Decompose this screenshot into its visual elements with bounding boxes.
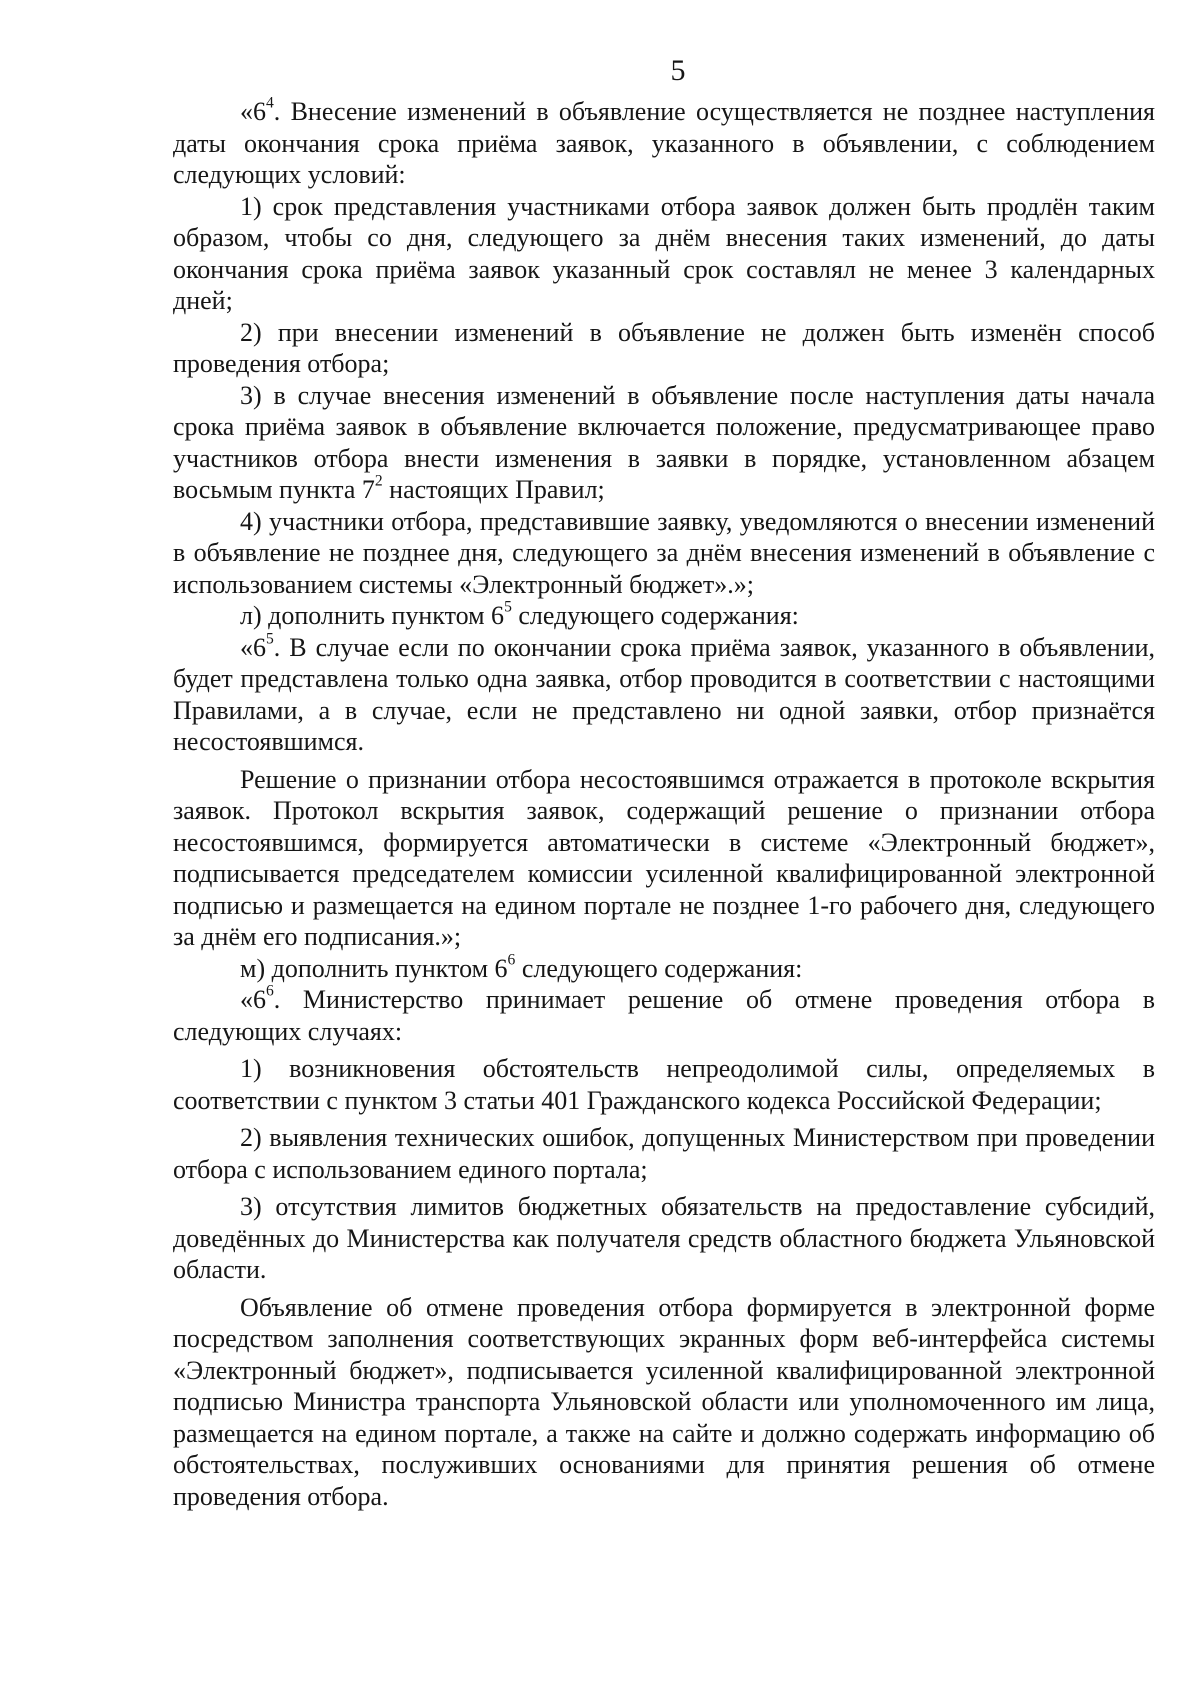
paragraph-6-4-intro: «$6^4$. Внесение изменений в объявление осуществляется не позднее наступления даты окончания срока приёма заявок, указанного в объявлении, с соблюдением следующих условий: (173, 94, 1155, 189)
paragraph-condition-3: 3) в случае внесения изменений в объявление после наступления даты начала срока приёма заявок в объявление включается положение, предусматривающее право участников отбора внести изменения в заявки в порядке, установленном абзацем восьмым пункта $7^2$ настоящих Правил; (173, 380, 1155, 504)
paragraph-6-6: «$6^6$. Министерство принимает решение об отмене проведения отбора в следующих случаях: (173, 982, 1155, 1046)
page-number: 5 (670, 54, 686, 87)
paragraph-case-1: 1) возникновения обстоятельств непреодолимой силы, определяемых в соответствии с пунктом 3 статьи 401 Гражданского кодекса Российской Федерации; (173, 1054, 1155, 1115)
document-body (173, 96, 1155, 1512)
paragraph-condition-2: 2) при внесении изменений в объявление не должен быть изменён способ проведения отбора; (173, 317, 1155, 378)
paragraph-6-5: «$6^5$. В случае если по окончании срока приёма заявок, указанного в объявлении, будет представлена только одна заявка, отбор проводится в соответствии с настоящими Правилами, а в случае, если не представлено ни одной заявки, отбор признаётся несостоявшимся. (173, 630, 1155, 756)
paragraph-item-l: л) дополнить пунктом $6^5$ следующего содержания: (240, 598, 799, 630)
paragraph-condition-4: 4) участники отбора, представившие заявку, уведомляются о внесении изменений в объявление не позднее дня, следующего за днём внесения изменений в объявление с использованием системы «Электронный бюджет».»; (173, 506, 1155, 599)
paragraph-condition-1: 1) срок представления участниками отбора заявок должен быть продлён таким образом, чтобы со дня, следующего за днём внесения таких изменений, до даты окончания срока приёма заявок указанный срок составлял не менее 3 календарных дней; (173, 191, 1155, 315)
paragraph-case-2: 2) выявления технических ошибок, допущенных Министерством при проведении отбора с использованием единого портала; (173, 1123, 1155, 1184)
paragraph-case-3: 3) отсутствия лимитов бюджетных обязательств на предоставление субсидий, доведённых до Министерства как получателя средств областного бюджета Ульяновской области. (173, 1192, 1155, 1284)
paragraph-cancellation-notice: Объявление об отмене проведения отбора формируется в электронной форме посредством заполнения соответствующих экранных форм веб-интерфейса системы «Электронный бюджет», подписывается усиленной квалифицированной электронной подписью Министра транспорта Ульяновской области или уполномоченного им лица, размещается на едином портале, а также на сайте и должно содержать информацию об обстоятельствах, послуживших основаниями для принятия решения об отмене проведения отбора. (173, 1292, 1155, 1511)
paragraph-item-m: м) дополнить пунктом $6^6$ следующего содержания: (240, 951, 803, 983)
paragraph-protocol-decision: Решение о признании отбора несостоявшимся отражается в протоколе вскрытия заявок. Протокол вскрытия заявок, содержащий решение о признании отбора несостоявшимся, формируется автоматически в системе «Электронный бюджет», подписывается председателем комиссии усиленной квалифицированной электронной подписью и размещается на едином портале не позднее 1-го рабочего дня, следующего за днём его подписания.»; (173, 764, 1155, 951)
